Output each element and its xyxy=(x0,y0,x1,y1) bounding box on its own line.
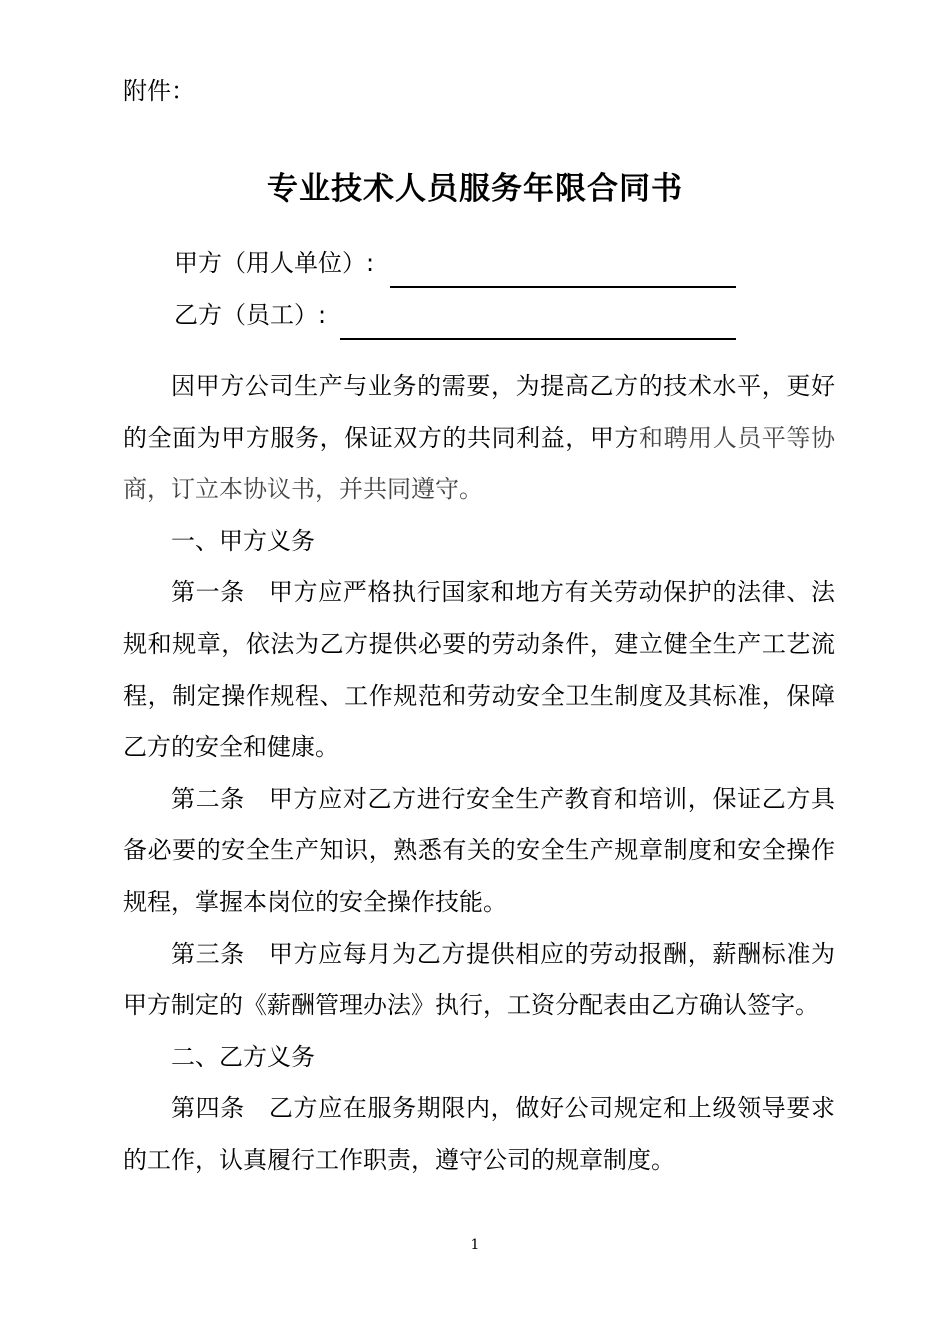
contract-title: 专业技术人员服务年限合同书 xyxy=(267,171,683,207)
party-a-label: 甲方（用人单位）: xyxy=(174,249,375,277)
article-3-number: 第三条 xyxy=(171,939,245,968)
party-a-blank-line xyxy=(390,286,736,288)
party-b-blank-line xyxy=(340,338,736,340)
article-3 xyxy=(123,929,835,1032)
article-4 xyxy=(123,1083,835,1186)
intro-paragraph xyxy=(123,361,835,516)
section-2-heading: 二、乙方义务 xyxy=(171,1042,315,1071)
section-1-heading: 一、甲方义务 xyxy=(171,526,315,555)
party-b-label: 乙方（员工）: xyxy=(174,301,327,329)
intro-text-part2: 和聘用人员平等协商，订立本协议书，并共同遵守。 xyxy=(123,423,835,504)
article-4-number: 第四条 xyxy=(171,1094,245,1123)
article-1 xyxy=(123,567,835,773)
article-3-text: 甲方应每月为乙方提供相应的劳动报酬，薪酬标准为甲方制定的《薪酬管理办法》执行，工资分配表由乙方确认签字。 xyxy=(123,939,836,1020)
page-number: 1 xyxy=(470,1237,480,1253)
attachment-label: 附件： xyxy=(123,77,195,105)
contract-body xyxy=(123,361,835,1187)
article-2-number: 第二条 xyxy=(171,784,245,813)
article-2 xyxy=(123,774,835,929)
article-1-text: 甲方应严格执行国家和地方有关劳动保护的法律、法规和规章，依法为乙方提供必要的劳动条件，建立健全生产工艺流程，制定操作规程、工作规范和劳动安全卫生制度及其标准，保障乙方的安全和健康。 xyxy=(123,578,836,762)
article-1-number: 第一条 xyxy=(171,578,245,607)
article-4-text: 乙方应在服务期限内，做好公司规定和上级领导要求的工作，认真履行工作职责，遵守公司的规章制度。 xyxy=(123,1094,836,1174)
intro-text-part1: 因甲方公司生产与业务的需要，为提高乙方的技术水平，更好的全面为甲方服务，保证双方的共同利益，甲方 xyxy=(123,372,835,452)
article-2-text: 甲方应对乙方进行安全生产教育和培训，保证乙方具备必要的安全生产知识，熟悉有关的安全生产规章制度和安全操作规程，掌握本岗位的安全操作技能。 xyxy=(123,784,836,916)
